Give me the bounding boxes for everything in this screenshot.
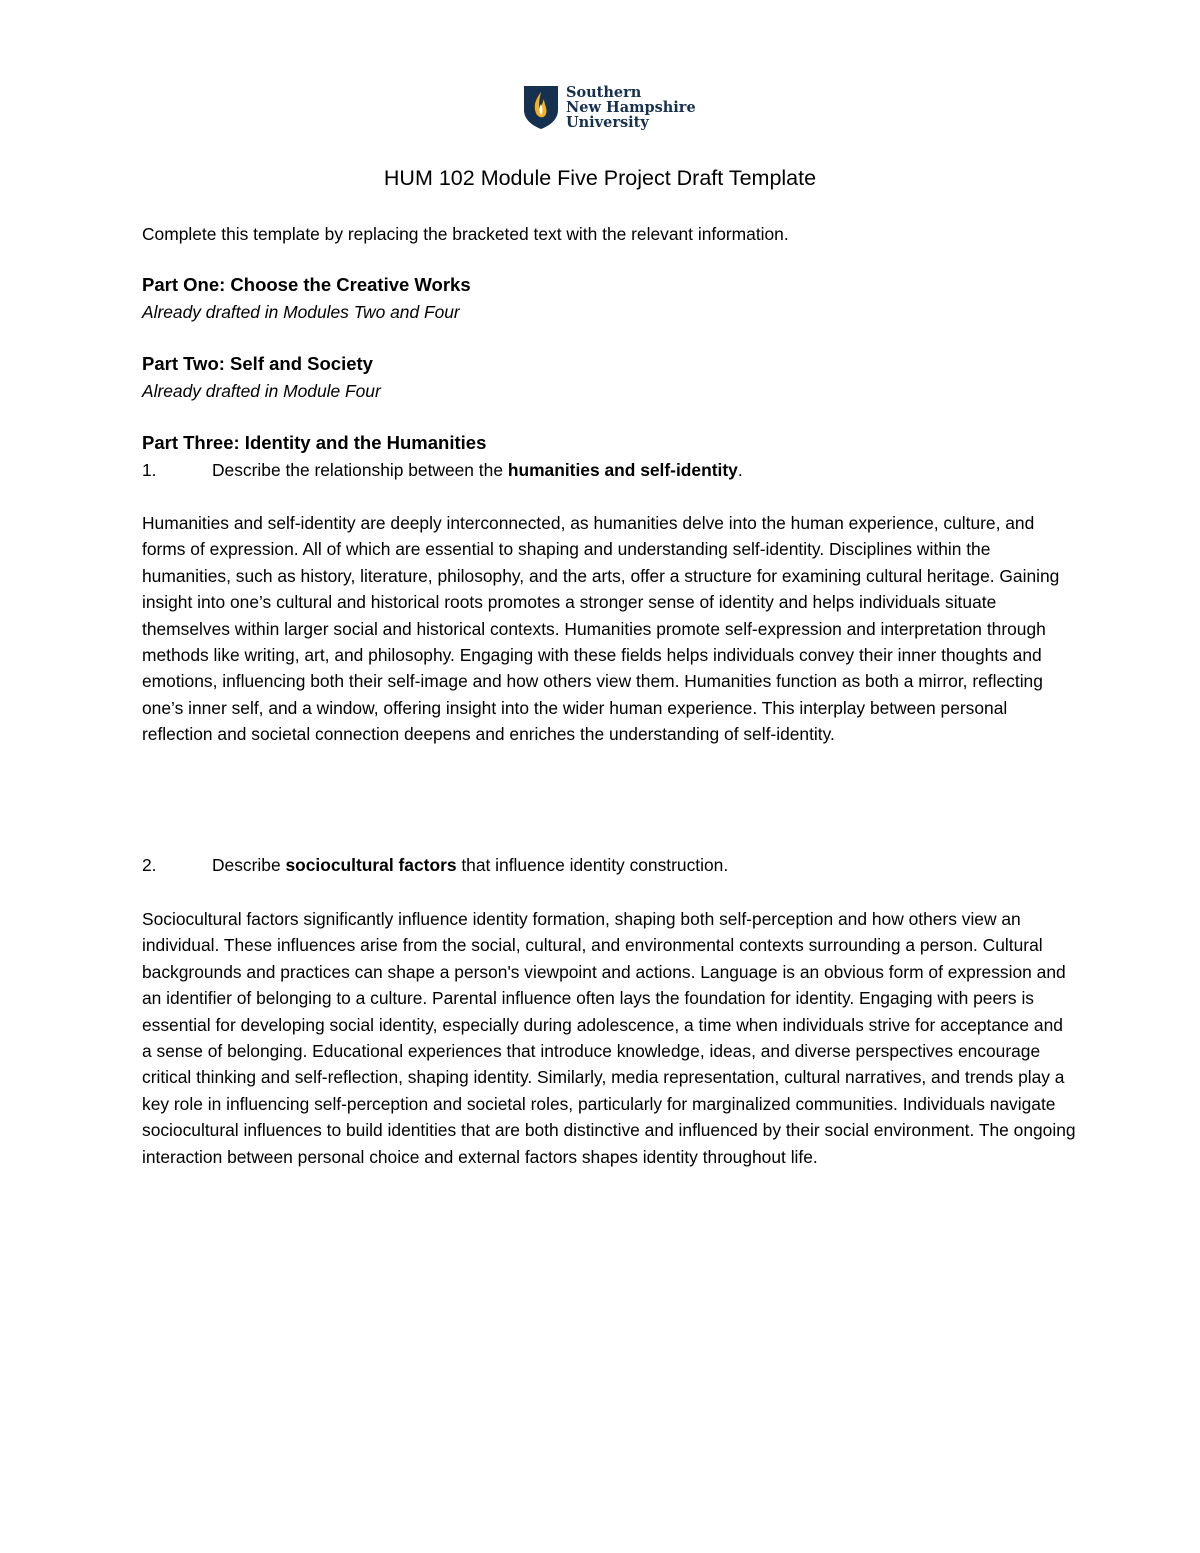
- part-two-heading: Part Two: Self and Society: [142, 353, 373, 374]
- question-two-bold: sociocultural factors: [285, 855, 457, 875]
- part-two-note: Already drafted in Module Four: [142, 381, 381, 401]
- question-two-suffix: that influence identity construction.: [456, 855, 729, 875]
- university-logo: [522, 84, 696, 132]
- question-two-prefix: Describe: [212, 855, 286, 875]
- question-one-number: 1.: [142, 460, 157, 480]
- part-three-heading: Part Three: Identity and the Humanities: [142, 432, 487, 453]
- snhu-shield-flame-icon: [522, 84, 560, 130]
- logo-line-new-hampshire: New Hampshire: [566, 99, 696, 116]
- answer-two-paragraph: Sociocultural factors significantly influence identity formation, shaping both self-perception and how others view an individual. These influences arise from the social, cultural, and environmental contexts surrounding a person. Cultural backgrounds and practices can shape a person's viewpoint and actions. Language is an obvious form of expression and an identifier of belonging to a culture. Parental influence often lays the foundation for identity. Engaging with peers is essential for developing social identity, especially during adolescence, a time when individuals strive for acceptance and a sense of belonging. Educational experiences that introduce knowledge, ideas, and diverse perspectives encourage critical thinking and self-reflection, shaping identity. Similarly, media representation, cultural narratives, and trends play a key role in influencing self-perception and societal roles, particularly for marginalized communities. Individuals navigate sociocultural influences to build identities that are both distinctive and influenced by their social environment. The ongoing interaction between personal choice and external factors shapes identity throughout life.: [142, 909, 1076, 1167]
- question-one-bold: humanities and self-identity: [507, 460, 738, 480]
- question-one-suffix: .: [737, 460, 743, 480]
- part-one-note: Already drafted in Modules Two and Four: [142, 302, 460, 322]
- question-one: [142, 457, 1062, 483]
- answer-one-paragraph: Humanities and self-identity are deeply interconnected, as humanities delve into the human experience, culture, and forms of expression. All of which are essential to shaping and understanding self-identity. Disciplines within the humanities, such as history, literature, philosophy, and the arts, offer a structure for examining cultural heritage. Gaining insight into one’s cultural and historical roots promotes a stronger sense of identity and helps individuals situate themselves within larger social and historical contexts. Humanities promote self-expression and interpretation through methods like writing, art, and philosophy. Engaging with these fields helps individuals convey their inner thoughts and emotions, influencing both their self-image and how others view them. Humanities function as both a mirror, reflecting one’s inner self, and a window, offering insight into the wider human experience. This interplay between personal reflection and societal connection deepens and enriches the understanding of self-identity.: [142, 513, 1060, 745]
- question-one-prefix: Describe the relationship between the: [212, 460, 508, 480]
- document-title: HUM 102 Module Five Project Draft Template: [383, 166, 817, 190]
- logo-wordmark: [566, 85, 696, 130]
- logo-line-southern: Southern: [566, 84, 642, 101]
- instructions-text: Complete this template by replacing the bracketed text with the relevant information.: [142, 224, 789, 244]
- question-two-number: 2.: [142, 855, 157, 875]
- question-two: [142, 852, 1062, 878]
- part-one-heading: Part One: Choose the Creative Works: [142, 274, 471, 295]
- logo-line-university: University: [566, 114, 649, 131]
